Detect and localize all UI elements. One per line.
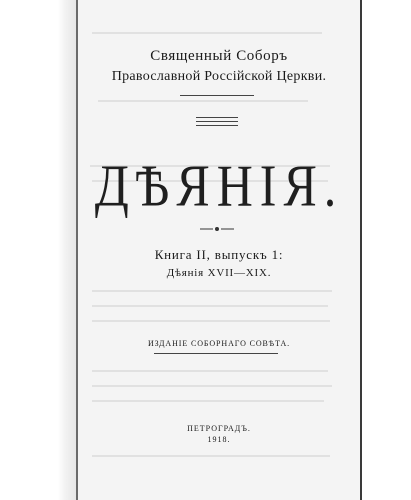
- divider-rule: [196, 125, 238, 126]
- publication-year: 1918.: [207, 435, 231, 444]
- bleed-through-line: [92, 370, 328, 372]
- bleed-through-line: [98, 100, 308, 102]
- ornament-icon: [200, 226, 234, 232]
- bleed-through-line: [92, 290, 332, 292]
- main-title: ДѢЯНІЯ.: [94, 152, 344, 219]
- bleed-through-line: [92, 400, 324, 402]
- bleed-through-line: [92, 320, 330, 322]
- council-name-line2: Православной Россійской Церкви.: [111, 69, 327, 84]
- scan-right-margin: [362, 0, 411, 500]
- scan-left-margin: [58, 0, 76, 500]
- divider-rule: [196, 121, 238, 122]
- bleed-through-line: [92, 385, 332, 387]
- edition-line: ИЗДАНІЕ СОБОРНАГО СОВѢТА.: [147, 339, 291, 348]
- divider-rule: [180, 95, 254, 96]
- council-name-line1: Священный Соборъ: [150, 48, 288, 64]
- publication-place: ПЕТРОГРАДЪ.: [187, 424, 251, 433]
- book-issue-line: Книга II, выпускъ 1:: [154, 247, 284, 262]
- divider-rule: [196, 117, 238, 118]
- bleed-through-line: [92, 32, 322, 34]
- edition-underline: [154, 353, 278, 354]
- bleed-through-line: [92, 455, 330, 457]
- bleed-through-line: [92, 305, 328, 307]
- acts-range-line: Дѣянія XVII—XIX.: [166, 267, 272, 279]
